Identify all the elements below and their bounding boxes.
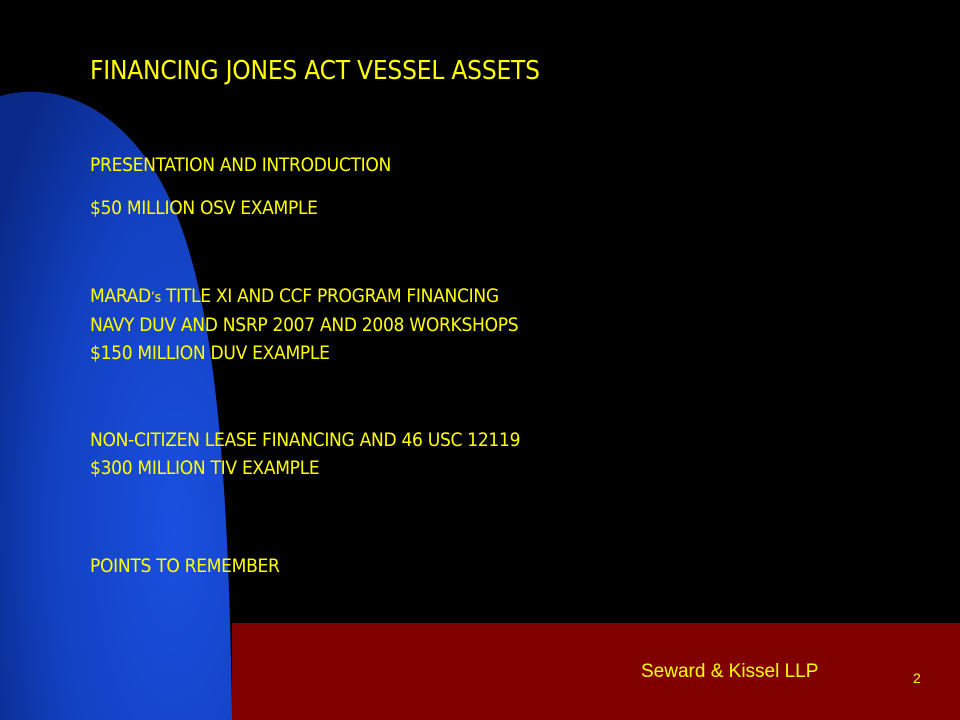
- agenda-item: $50 MILLION OSV EXAMPLE: [90, 197, 318, 219]
- slide-title: FINANCING JONES ACT VESSEL ASSETS: [90, 56, 540, 86]
- agenda-item: NON-CITIZEN LEASE FINANCING AND 46 USC 12119: [90, 429, 521, 451]
- agenda-item-part: MARAD: [90, 285, 151, 307]
- agenda-item-possessive: ’s: [150, 290, 161, 306]
- agenda-item-part: TITLE XI AND CCF PROGRAM FINANCING: [160, 285, 499, 307]
- firm-name: Seward & Kissel LLP: [641, 661, 819, 682]
- page-number: 2: [913, 670, 921, 686]
- footer-band: [232, 623, 960, 720]
- agenda-item: $300 MILLION TIV EXAMPLE: [90, 457, 320, 479]
- agenda-item: [90, 284, 499, 310]
- agenda-item: $150 MILLION DUV EXAMPLE: [90, 342, 330, 364]
- agenda-item: PRESENTATION AND INTRODUCTION: [90, 154, 392, 176]
- agenda-item: NAVY DUV AND NSRP 2007 AND 2008 WORKSHOPS: [90, 314, 519, 336]
- agenda-item: POINTS TO REMEMBER: [90, 555, 280, 577]
